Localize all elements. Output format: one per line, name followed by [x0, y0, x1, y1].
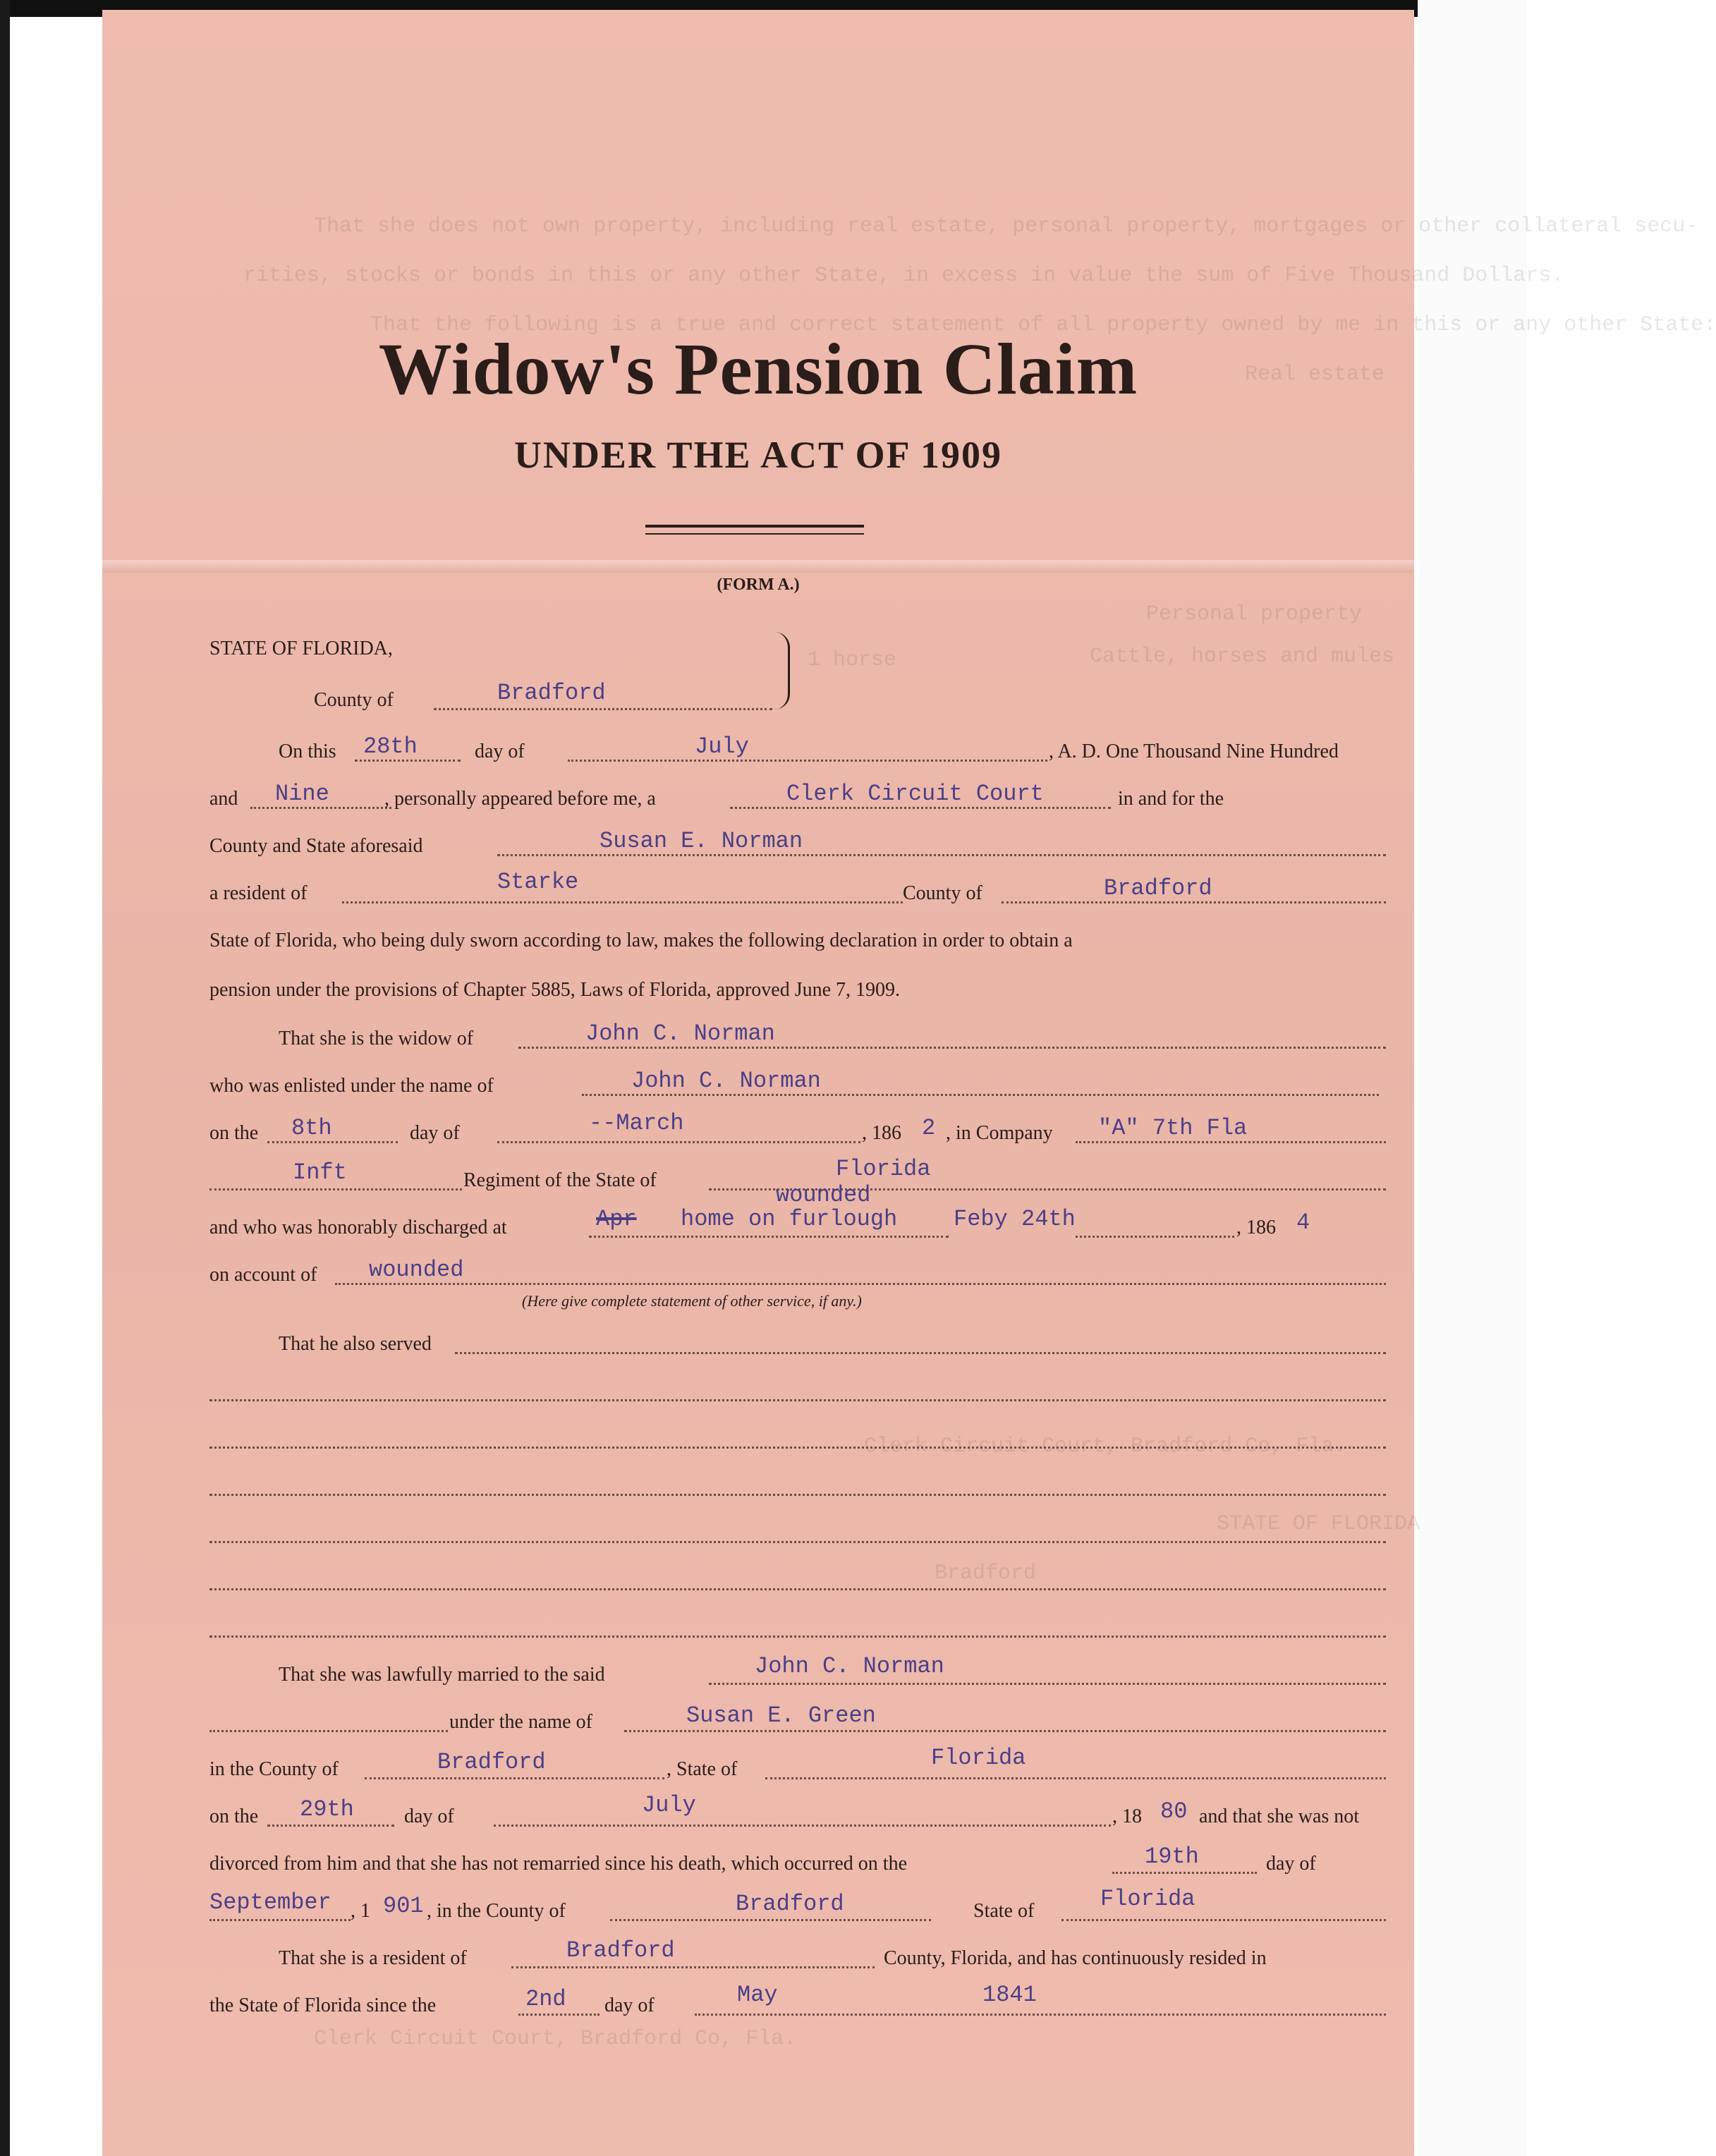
county-label: County of: [314, 689, 394, 711]
day-of-label: day of: [475, 741, 525, 762]
claimant-blank: [497, 854, 1386, 856]
since-day-blank: [518, 2014, 600, 2016]
regiment-state: Florida: [836, 1156, 931, 1182]
discharge-reason: wounded: [369, 1257, 464, 1283]
form-label: (FORM A.): [717, 575, 800, 594]
discharge-year-digit: 4: [1296, 1210, 1310, 1236]
maiden-name-blank: [624, 1730, 1386, 1732]
service-blank-line: [209, 1541, 1386, 1543]
month-blank: [568, 760, 1047, 762]
in-county-of-label: , in the County of: [427, 1900, 566, 1922]
divorced-statement: divorced from him and that she has not remarried since his death, which occurred on the: [209, 1853, 908, 1875]
death-county: Bradford: [736, 1891, 844, 1917]
service-blank-line: [209, 1588, 1386, 1590]
day-of-label: day of: [1266, 1853, 1316, 1875]
since-month: May: [737, 1982, 778, 2008]
widow-of-label: That she is the widow of: [279, 1028, 474, 1049]
since-label: the State of Florida since the: [209, 1994, 437, 2016]
on-the-label: on the: [209, 1805, 259, 1827]
form-title: Widow's Pension Claim: [378, 329, 1138, 410]
day-of-label: day of: [604, 1994, 655, 2016]
discharge-year-prefix: , 186: [1236, 1217, 1276, 1238]
marriage-month: July: [642, 1792, 696, 1818]
married-husband: John C. Norman: [755, 1653, 944, 1679]
discharged-at-label: and who was honorably discharged at: [209, 1217, 507, 1238]
county-florida-text: County, Florida, and has continuously resided in: [884, 1947, 1267, 1969]
enlist-month-blank: [497, 1141, 860, 1143]
bleed-through-text: STATE OF FLORIDA: [1217, 1512, 1420, 1536]
resident-county-blank: [511, 1966, 875, 1968]
death-county-blank: [610, 1919, 931, 1921]
bleed-through-text: Real estate: [1245, 363, 1385, 386]
officer-title: Clerk Circuit Court: [786, 781, 1044, 807]
day-of-label: day of: [404, 1805, 454, 1827]
reason-blank: [335, 1283, 1386, 1285]
married-to-label: That she was lawfully married to the said: [279, 1664, 605, 1686]
marriage-year-prefix: , 18: [1112, 1805, 1142, 1827]
officer-blank: [730, 807, 1111, 809]
regiment-of-label: Regiment of the State of: [463, 1169, 657, 1191]
regiment-type: Inft: [293, 1159, 347, 1186]
discharge-note: wounded: [776, 1182, 871, 1208]
also-served-label: That he also served: [279, 1333, 432, 1355]
husband-blank: [518, 1047, 1386, 1049]
company-value: "A" 7th Fla: [1098, 1115, 1248, 1141]
county-value: Bradford: [497, 680, 606, 706]
since-month-blank: [695, 2014, 1386, 2016]
discharge-place-blank: [589, 1236, 949, 1238]
marriage-state: Florida: [931, 1745, 1026, 1771]
paper-fold-crease: [102, 560, 1414, 573]
on-the-label: on the: [209, 1122, 259, 1144]
company-blank: [1076, 1141, 1386, 1143]
marriage-county: Bradford: [437, 1749, 546, 1775]
bleed-through-text: Personal property: [1146, 602, 1363, 626]
enlisted-under-label: who was enlisted under the name of: [209, 1075, 494, 1097]
scan-left-border: [0, 0, 10, 2156]
appeared-text: , personally appeared before me, a: [384, 788, 656, 810]
declaration-day: 28th: [363, 733, 418, 760]
maiden-name: Susan E. Green: [686, 1703, 876, 1729]
death-year-prefix: , 1: [351, 1900, 370, 1922]
service-instruction: (Here give complete statement of other service, if any.): [522, 1292, 862, 1310]
form-subtitle: UNDER THE ACT OF 1909: [513, 434, 1003, 476]
title-rule: [645, 525, 864, 528]
resident-county: Bradford: [566, 1937, 675, 1963]
county-brace: [774, 632, 790, 709]
death-state-blank: [1061, 1919, 1386, 1921]
discharge-place: home on furlough: [681, 1206, 898, 1232]
year-prefix: , 186: [862, 1122, 901, 1144]
resident-of-label: That she is a resident of: [279, 1947, 467, 1969]
declaration-year-word: Nine: [275, 781, 329, 807]
under-name-label: under the name of: [449, 1711, 592, 1733]
declaration-month: July: [695, 733, 749, 760]
residence-county: Bradford: [1104, 875, 1212, 901]
bleed-through-text: rities, stocks or bonds in this or any other State, in excess in value the sum of Five Thousand Dollars.: [243, 264, 1564, 288]
since-year: 1841: [982, 1982, 1037, 2008]
enlist-day: 8th: [291, 1115, 332, 1141]
enlist-day-blank: [267, 1141, 398, 1143]
in-and-for-text: in and for the: [1118, 788, 1224, 810]
struck-text: Apr: [596, 1206, 637, 1232]
year-blank: [250, 807, 391, 809]
death-month-blank: [209, 1919, 351, 1921]
county-state-text: County and State aforesaid: [209, 835, 423, 857]
bleed-through-text: Clerk Circuit Court, Bradford Co, Fla.: [314, 2027, 797, 2051]
sworn-statement: State of Florida, who being duly sworn according to law, makes the following declaration in order to obtain a: [209, 930, 1073, 951]
in-county-label: in the County of: [209, 1758, 339, 1780]
in-company-label: , in Company: [946, 1122, 1053, 1144]
service-blank-line: [209, 1636, 1386, 1638]
also-served-blank: [455, 1352, 1386, 1354]
bleed-through-text: That the following is a true and correct statement of all property owned by me in this or any other State:: [370, 313, 1716, 337]
husband-name: John C. Norman: [585, 1021, 775, 1047]
residence-town: Starke: [497, 869, 579, 895]
ad-text: , A. D. One Thousand Nine Hundred: [1049, 741, 1339, 762]
on-this-label: On this: [279, 741, 336, 762]
death-day: 19th: [1145, 1844, 1199, 1870]
state-of-label: , State of: [667, 1758, 738, 1780]
bleed-through-text: That she does not own property, including real estate, personal property, mortgages or other collateral secu-: [314, 214, 1698, 238]
marriage-year-suffix: 80: [1160, 1798, 1188, 1825]
death-year-suffix: 901: [383, 1893, 424, 1919]
bleed-through-text: Cattle, horses and mules: [1090, 645, 1395, 669]
title-rule: [645, 533, 864, 535]
death-day-blank: [1112, 1872, 1257, 1874]
marriage-day: 29th: [300, 1796, 354, 1822]
discharge-date: Feby 24th: [954, 1206, 1076, 1232]
enlisted-name-blank: [582, 1094, 1379, 1096]
resident-of-label: a resident of: [209, 882, 308, 904]
death-state: Florida: [1100, 1886, 1195, 1912]
marriage-day-blank: [267, 1825, 394, 1827]
enlisted-name: John C. Norman: [631, 1068, 821, 1094]
day-blank: [355, 760, 461, 762]
on-account-label: on account of: [209, 1264, 317, 1286]
res-county-blank: [1002, 901, 1386, 903]
county-of-label: County of: [903, 882, 982, 904]
state-label: STATE OF FLORIDA,: [209, 638, 393, 659]
service-blank-line: [209, 1447, 1386, 1449]
service-blank-line: [209, 1494, 1386, 1496]
state-of-label: State of: [973, 1900, 1035, 1922]
claimant-name: Susan E. Norman: [600, 828, 803, 854]
pension-form-page: [102, 10, 1716, 2156]
regiment-type-blank: [209, 1188, 462, 1190]
and-label: and: [209, 788, 238, 810]
bleed-through-text: Clerk Circuit Court, Bradford Co, Fla.: [864, 1435, 1347, 1458]
under-name-lead-blank: [209, 1730, 448, 1732]
service-blank-line: [209, 1399, 1386, 1401]
marriage-county-blank: [365, 1777, 664, 1779]
death-month: September: [209, 1889, 331, 1916]
day-of-label: day of: [410, 1122, 460, 1144]
bleed-through-text: Bradford: [935, 1561, 1037, 1585]
bleed-through-text: 1 horse: [808, 648, 897, 672]
enlist-month: --March: [589, 1110, 684, 1136]
not-divorced-text: and that she was not: [1199, 1805, 1360, 1827]
discharge-date-blank: [1076, 1236, 1234, 1238]
county-blank: [434, 708, 772, 710]
since-day: 2nd: [525, 1986, 566, 2012]
marriage-state-blank: [765, 1777, 1386, 1779]
married-husband-blank: [709, 1683, 1386, 1685]
pension-provision: pension under the provisions of Chapter 5885, Laws of Florida, approved June 7, 1909.: [209, 979, 901, 1001]
residence-blank: [342, 901, 903, 903]
marriage-month-blank: [494, 1825, 1111, 1827]
enlist-year-digit: 2: [922, 1115, 936, 1141]
